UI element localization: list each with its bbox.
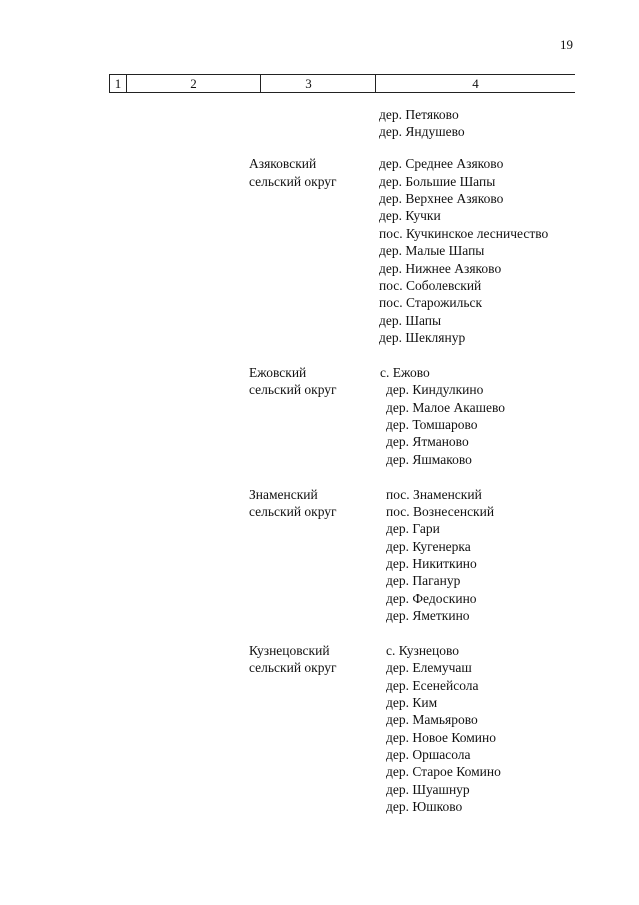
- district-type: сельский округ: [249, 174, 337, 189]
- settlement-item: дер. Шеклянур: [379, 330, 466, 345]
- settlement-item: пос. Старожильск: [379, 295, 483, 310]
- settlement-item: дер. Петяково: [379, 107, 459, 122]
- settlement-item: дер. Яндушево: [379, 124, 465, 139]
- settlement-item: дер. Малые Шапы: [379, 243, 485, 258]
- settlement-item: пос. Вознесенский: [386, 504, 495, 519]
- settlement-item: дер. Федоскино: [386, 591, 477, 606]
- settlement-item: дер. Кучки: [379, 208, 441, 223]
- district-type: сельский округ: [249, 660, 337, 675]
- district-name: Ежовский: [249, 365, 307, 380]
- settlement-item: дер. Старое Комино: [386, 764, 501, 779]
- settlement-item: дер. Есенейсола: [386, 678, 479, 693]
- settlement-item: дер. Гари: [386, 521, 440, 536]
- settlement-item: дер. Мамьярово: [386, 712, 478, 727]
- settlement-item: дер. Юшково: [386, 799, 463, 814]
- settlement-item: пос. Знаменский: [386, 487, 482, 502]
- settlement-item: дер. Верхнее Азяково: [379, 191, 504, 206]
- page-number: 19: [560, 37, 573, 52]
- district-name: Азяковский: [249, 156, 317, 171]
- settlement-item: с. Кузнецово: [386, 643, 460, 658]
- settlement-item: дер. Кугенерка: [386, 539, 471, 554]
- settlement-item: дер. Среднее Азяково: [379, 156, 504, 171]
- settlement-item: дер. Ятманово: [386, 434, 469, 449]
- settlement-item: дер. Никиткино: [386, 556, 477, 571]
- district-type: сельский округ: [249, 382, 337, 397]
- district-type: сельский округ: [249, 504, 337, 519]
- settlement-item: дер. Шуашнур: [386, 782, 470, 797]
- settlement-item: дер. Яшмаково: [386, 452, 472, 467]
- settlement-item: пос. Соболевский: [379, 278, 482, 293]
- settlement-item: дер. Нижнее Азяково: [379, 261, 502, 276]
- table-header: [109, 74, 575, 93]
- settlement-item: дер. Елемучаш: [386, 660, 472, 675]
- settlement-item: дер. Киндулкино: [386, 382, 484, 397]
- settlement-item: дер. Малое Акашево: [386, 400, 506, 415]
- column-2-header: 2: [127, 75, 261, 92]
- settlement-item: дер. Шапы: [379, 313, 442, 328]
- settlement-item: дер. Яметкино: [386, 608, 470, 623]
- settlement-item: дер. Ким: [386, 695, 438, 710]
- settlement-item: дер. Большие Шапы: [379, 174, 496, 189]
- settlement-item: дер. Паганур: [386, 573, 461, 588]
- column-3-header: 3: [242, 75, 376, 92]
- settlement-item: с. Ежово: [380, 365, 430, 380]
- district-name: Кузнецовский: [249, 643, 330, 658]
- settlement-item: дер. Оршасола: [386, 747, 471, 762]
- district-name: Знаменский: [249, 487, 318, 502]
- settlement-item: дер. Томшарово: [386, 417, 478, 432]
- column-4-header: 4: [472, 76, 479, 91]
- settlement-item: дер. Новое Комино: [386, 730, 496, 745]
- column-1-header: 1: [109, 75, 127, 92]
- settlement-item: пос. Кучкинское лесничество: [379, 226, 549, 241]
